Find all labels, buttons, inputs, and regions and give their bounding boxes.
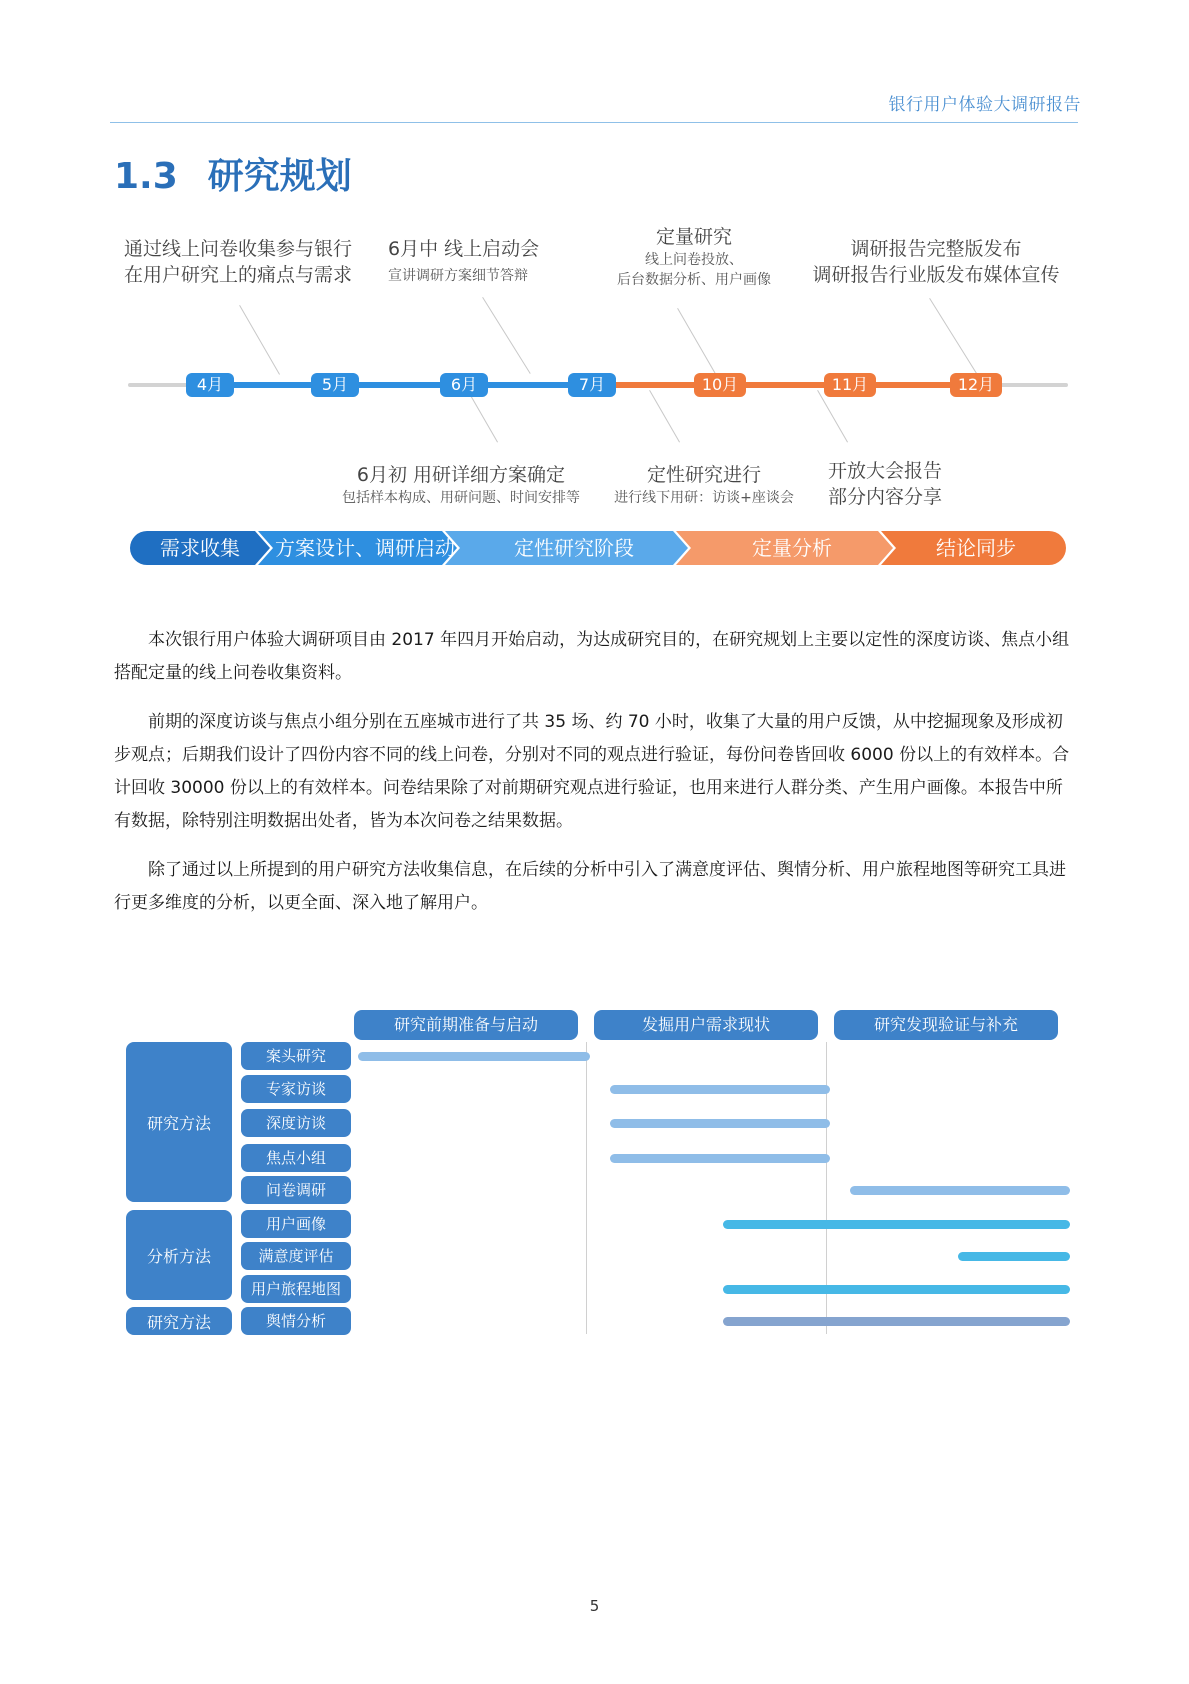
paragraph: 前期的深度访谈与焦点小组分别在五座城市进行了共 35 场、约 70 小时，收集了大量的用户反馈，从中挖掘现象及形成初步观点；后期我们设计了四份内容不同的线上问卷，分别对不同的观点进行验证，每份问卷皆回收 6000 份以上的有效样本。合计回收 30000 份以上的有效样本。问卷结果除了对前期研究观点进行验证，也用来进行人群分类、产生用户画像。本报告中所有数据，除特别注明数据出处者，皆为本次问卷之结果数据。 <box>114 712 1070 831</box>
month-label: 7月 <box>568 373 616 397</box>
gantt-column-header: 研究前期准备与启动 <box>354 1010 578 1040</box>
header-divider <box>110 122 1078 123</box>
section-number: 1.3 <box>114 156 178 197</box>
gantt-bar <box>958 1252 1070 1261</box>
body-text <box>114 624 1076 936</box>
phase-label: 定性研究阶段 <box>514 536 634 560</box>
leader-line <box>649 390 680 442</box>
timeline-annotation <box>604 462 804 508</box>
annotation-line: 调研报告行业版发布媒体宣传 <box>812 264 1060 286</box>
annotation-line: 通过线上问卷收集参与银行 <box>124 238 353 260</box>
timeline-track-orange <box>596 382 996 388</box>
annotation-line: 6月初 用研详细方案确定 <box>356 464 566 486</box>
report-title: 银行用户体验大调研报告 <box>888 95 1081 115</box>
annotation-line: 定性研究进行 <box>646 464 761 486</box>
phase-label: 方案设计、调研启动 <box>275 536 455 560</box>
annotation-line: 进行线下用研：访谈+座谈会 <box>614 490 794 506</box>
leader-line <box>482 297 531 374</box>
annotation-line: 包括样本构成、用研问题、时间安排等 <box>342 490 580 506</box>
month-label: 10月 <box>694 373 746 397</box>
gantt-bar <box>723 1220 1070 1229</box>
month-label: 5月 <box>311 373 359 397</box>
leader-line <box>677 308 718 378</box>
timeline-annotation <box>805 236 1067 288</box>
gantt-group-label: 研究方法 <box>146 1113 211 1133</box>
month-label: 4月 <box>186 373 234 397</box>
gantt-column-header: 研究发现验证与补充 <box>834 1010 1058 1040</box>
timeline-annotation <box>328 462 594 508</box>
annotation-line: 开放大会报告 <box>828 460 943 482</box>
phase-label: 需求收集 <box>160 536 240 560</box>
annotation-line: 定量研究 <box>655 226 732 248</box>
gantt-task-label: 专家访谈 <box>241 1075 351 1103</box>
annotation-line: 宣讲调研方案细节答辩 <box>388 268 528 284</box>
annotation-line: 后台数据分析、用户画像 <box>617 272 771 288</box>
leader-line <box>467 390 498 442</box>
section-heading <box>114 148 382 199</box>
gantt-group <box>126 1042 232 1202</box>
gantt-task-label: 用户旅程地图 <box>241 1275 351 1303</box>
gantt-group-label: 研究方法 <box>146 1312 211 1332</box>
page-number: 5 <box>589 1597 600 1615</box>
gantt-task-label: 问卷调研 <box>241 1176 351 1204</box>
leader-line <box>817 390 848 442</box>
gantt-bar <box>723 1317 1070 1326</box>
timeline-track-blue <box>186 382 596 388</box>
month-label: 6月 <box>440 373 488 397</box>
gantt-task-label: 案头研究 <box>241 1042 351 1070</box>
annotation-line: 6月中 线上启动会 <box>388 238 540 260</box>
gantt-bar <box>610 1085 830 1094</box>
gantt-bar <box>850 1186 1070 1195</box>
leader-line <box>929 298 978 375</box>
gantt-task-label: 舆情分析 <box>241 1307 351 1335</box>
timeline-annotation <box>604 224 784 290</box>
timeline-annotation <box>828 458 942 510</box>
month-label: 11月 <box>824 373 876 397</box>
gantt-group <box>126 1210 232 1300</box>
paragraph: 除了通过以上所提到的用户研究方法收集信息，在后续的分析中引入了满意度评估、舆情分析、用户旅程地图等研究工具进行更多维度的分析，以更全面、深入地了解用户。 <box>114 860 1066 913</box>
section-title: 研究规划 <box>207 156 352 197</box>
gantt-column-header: 发掘用户需求现状 <box>594 1010 818 1040</box>
gantt-task-label: 用户画像 <box>241 1210 351 1238</box>
annotation-line: 在用户研究上的痛点与需求 <box>124 264 353 286</box>
gantt-task-label: 满意度评估 <box>241 1242 351 1270</box>
gantt-group <box>126 1307 232 1335</box>
annotation-line: 线上问卷投放、 <box>645 252 743 268</box>
gantt-task-label: 焦点小组 <box>241 1144 351 1172</box>
annotation-line: 部分内容分享 <box>828 486 943 508</box>
gantt-bar <box>358 1052 590 1061</box>
gantt-group-label: 分析方法 <box>146 1246 211 1266</box>
gantt-task-label: 深度访谈 <box>241 1109 351 1137</box>
phase-label: 结论同步 <box>936 536 1016 560</box>
gantt-bar <box>610 1119 830 1128</box>
paragraph: 本次银行用户体验大调研项目由 2017 年四月开始启动，为达成研究目的，在研究规划上主要以定性的深度访谈、焦点小组搭配定量的线上问卷收集资料。 <box>114 630 1070 683</box>
gantt-bar <box>610 1154 830 1163</box>
month-label: 12月 <box>950 373 1002 397</box>
timeline-annotation <box>388 236 539 286</box>
phase-label: 定量分析 <box>752 536 832 560</box>
timeline-annotation <box>124 236 352 288</box>
annotation-line: 调研报告完整版发布 <box>850 238 1022 260</box>
leader-line <box>239 305 280 375</box>
gantt-bar <box>723 1285 1070 1294</box>
gantt-column-divider <box>586 1042 587 1334</box>
